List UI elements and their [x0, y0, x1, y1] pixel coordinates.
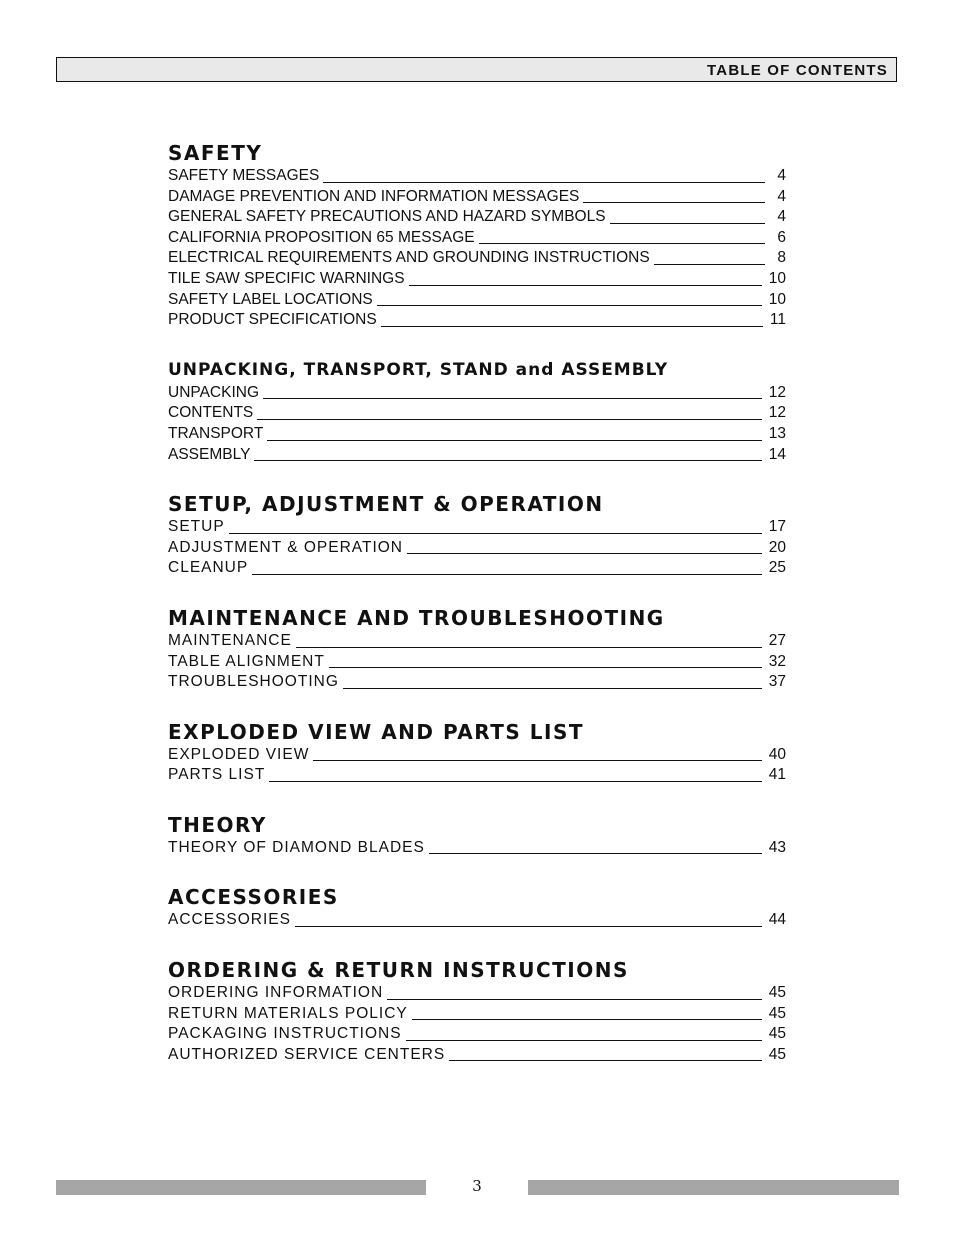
toc-entry[interactable] — [168, 538, 786, 559]
toc-section — [168, 812, 786, 859]
toc-entry-page: 32 — [768, 652, 786, 670]
leader-line — [313, 760, 761, 761]
toc-entry[interactable] — [168, 207, 786, 228]
toc-section — [168, 491, 786, 579]
toc-section — [168, 140, 786, 331]
toc-entry-page: 4 — [777, 208, 786, 226]
leader-line — [583, 202, 765, 203]
toc-entry-page: 25 — [768, 559, 786, 577]
toc-entry-page: 4 — [777, 187, 786, 205]
toc-entry-label: AUTHORIZED SERVICE CENTERS — [168, 1045, 446, 1063]
toc-entry-page: 44 — [768, 911, 786, 929]
toc-entry[interactable] — [168, 1024, 786, 1045]
toc-section — [168, 719, 786, 786]
toc-entry-page: 40 — [768, 745, 786, 763]
toc-entry-page: 43 — [768, 838, 786, 856]
toc-entry[interactable] — [168, 403, 786, 424]
toc-entry[interactable] — [168, 983, 786, 1004]
toc-entry[interactable] — [168, 290, 786, 311]
toc-entry-label: MAINTENANCE — [168, 631, 292, 649]
toc-entry-page: 4 — [777, 167, 786, 184]
toc-entry-page: 45 — [768, 1045, 786, 1063]
leader-line — [429, 853, 762, 854]
toc-entry[interactable] — [168, 672, 786, 693]
leader-line — [406, 1040, 762, 1041]
toc-entry[interactable] — [168, 1045, 786, 1066]
leader-line — [387, 999, 762, 1000]
leader-line — [654, 264, 765, 265]
toc-entry[interactable] — [168, 269, 786, 290]
leader-line — [254, 460, 761, 461]
toc-entry-page: 17 — [768, 518, 786, 536]
toc-entry-label: PRODUCT SPECIFICATIONS — [168, 311, 377, 329]
toc-entry-page: 10 — [768, 290, 786, 308]
toc-section — [168, 957, 786, 1065]
toc-entry[interactable] — [168, 166, 786, 187]
toc-entry-label: EXPLODED VIEW — [168, 745, 310, 763]
leader-line — [252, 574, 762, 575]
toc-entry-page: 8 — [777, 249, 786, 267]
toc-entry[interactable] — [168, 631, 786, 652]
leader-line — [381, 326, 763, 327]
toc-entry-label: CALIFORNIA PROPOSITION 65 MESSAGE — [168, 228, 475, 246]
leader-line — [269, 781, 761, 782]
toc-entry-label: SAFETY MESSAGES — [168, 167, 320, 184]
section-heading: SAFETY — [168, 141, 263, 165]
toc-entry-page: 6 — [777, 228, 786, 246]
leader-line — [263, 398, 762, 399]
toc-entry-label: TILE SAW SPECIFIC WARNINGS — [168, 269, 405, 287]
toc-section — [168, 884, 786, 931]
toc-entry-page: 27 — [768, 631, 786, 649]
leader-line — [343, 688, 762, 689]
toc-entry-label: ACCESSORIES — [168, 911, 291, 929]
leader-line — [449, 1060, 762, 1061]
table-of-contents — [168, 140, 786, 1091]
toc-entry[interactable] — [168, 652, 786, 673]
leader-line — [412, 1019, 762, 1020]
toc-entry-page: 45 — [768, 1004, 786, 1022]
toc-section — [168, 357, 786, 465]
section-heading: MAINTENANCE AND TROUBLESHOOTING — [168, 605, 665, 630]
toc-entry[interactable] — [168, 910, 786, 931]
toc-entry-page: 20 — [768, 538, 786, 556]
toc-entry[interactable] — [168, 445, 786, 466]
page-number: 3 — [472, 1177, 482, 1195]
section-heading: EXPLODED VIEW AND PARTS LIST — [168, 719, 585, 744]
leader-line — [407, 553, 762, 554]
toc-entry[interactable] — [168, 558, 786, 579]
section-heading: UNPACKING, TRANSPORT, STAND and ASSEMBLY — [168, 359, 669, 380]
toc-entry-label: TRANSPORT — [168, 424, 264, 442]
toc-entry[interactable] — [168, 838, 786, 859]
toc-entry-label: TABLE ALIGNMENT — [168, 652, 325, 670]
leader-line — [295, 926, 762, 927]
toc-entry-label: ORDERING INFORMATION — [168, 984, 384, 1002]
toc-entry-page: 10 — [768, 269, 786, 287]
toc-entry-label: THEORY OF DIAMOND BLADES — [168, 838, 425, 856]
leader-line — [323, 182, 765, 183]
toc-entry[interactable] — [168, 187, 786, 208]
toc-entry[interactable] — [168, 424, 786, 445]
toc-entry[interactable] — [168, 310, 786, 331]
leader-line — [296, 647, 762, 648]
toc-entry-label: CLEANUP — [168, 559, 249, 577]
toc-section — [168, 605, 786, 693]
toc-entry-label: ELECTRICAL REQUIREMENTS AND GROUNDING INSTRUCTIONS — [168, 249, 650, 267]
header-bar — [56, 57, 897, 82]
toc-entry-label: ADJUSTMENT & OPERATION — [168, 538, 404, 556]
toc-entry-label: PARTS LIST — [168, 766, 266, 784]
section-heading: THEORY — [168, 812, 267, 837]
toc-entry[interactable] — [168, 517, 786, 538]
toc-entry[interactable] — [168, 765, 786, 786]
section-heading: ACCESSORIES — [168, 885, 339, 910]
toc-entry-label: PACKAGING INSTRUCTIONS — [168, 1025, 402, 1043]
toc-entry-label: CONTENTS — [168, 404, 254, 422]
toc-entry-page: 41 — [768, 766, 786, 784]
leader-line — [329, 667, 762, 668]
leader-line — [267, 440, 761, 441]
toc-entry-label: SETUP — [168, 518, 225, 536]
toc-entry-page: 14 — [768, 445, 786, 463]
toc-entry-page: 11 — [769, 311, 786, 329]
toc-entry-label: DAMAGE PREVENTION AND INFORMATION MESSAGES — [168, 187, 580, 205]
page-header-title: TABLE OF CONTENTS — [707, 62, 888, 79]
section-heading: SETUP, ADJUSTMENT & OPERATION — [168, 492, 604, 517]
toc-entry-label: UNPACKING — [168, 383, 260, 401]
toc-entry[interactable] — [168, 248, 786, 269]
toc-entry[interactable] — [168, 745, 786, 766]
leader-line — [409, 285, 762, 286]
toc-entry-page: 12 — [768, 383, 786, 401]
toc-entry-page: 12 — [768, 404, 786, 422]
toc-entry-label: ASSEMBLY — [168, 445, 251, 463]
toc-entry-label: RETURN MATERIALS POLICY — [168, 1004, 408, 1022]
toc-entry[interactable] — [168, 383, 786, 404]
leader-line — [610, 223, 765, 224]
leader-line — [479, 243, 765, 244]
toc-entry-page: 37 — [768, 673, 786, 691]
toc-entry-page: 45 — [768, 1025, 786, 1043]
toc-entry-label: TROUBLESHOOTING — [168, 673, 339, 691]
leader-line — [257, 419, 762, 420]
leader-line — [377, 305, 762, 306]
toc-entry-label: SAFETY LABEL LOCATIONS — [168, 290, 373, 308]
toc-entry[interactable] — [168, 228, 786, 249]
toc-entry[interactable] — [168, 1004, 786, 1025]
footer-bar-right — [528, 1180, 899, 1195]
toc-entry-page: 45 — [768, 984, 786, 1002]
leader-line — [229, 533, 762, 534]
section-heading: ORDERING & RETURN INSTRUCTIONS — [168, 958, 629, 983]
toc-entry-label: GENERAL SAFETY PRECAUTIONS AND HAZARD SYMBOLS — [168, 208, 606, 226]
toc-entry-page: 13 — [768, 424, 786, 442]
